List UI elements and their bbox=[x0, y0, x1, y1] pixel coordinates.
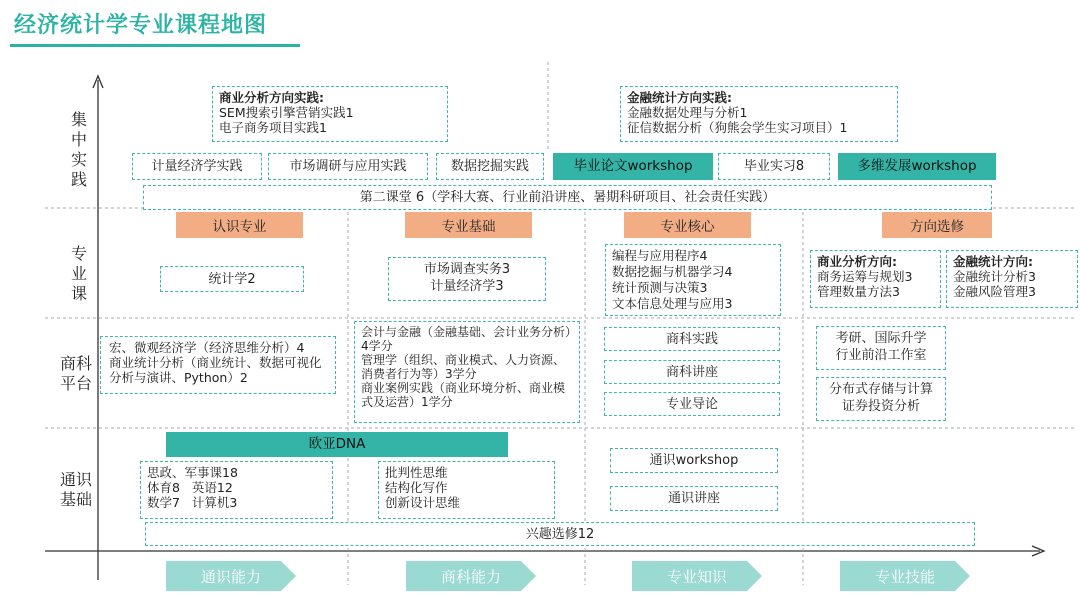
stage-core: 专业核心 bbox=[624, 212, 751, 238]
thesis-workshop: 毕业论文workshop bbox=[553, 153, 713, 180]
ability-skills bbox=[840, 561, 970, 591]
ability-label: 专业知识 bbox=[666, 567, 727, 586]
fin-practice-box: 金融统计方向实践: 金融数据处理与分析1 征信数据分析（狗熊会学生实习项目）1 bbox=[620, 86, 898, 142]
ability-label: 通识能力 bbox=[200, 567, 261, 586]
graduation-internship: 毕业实习8 bbox=[718, 153, 830, 180]
ability-label: 商科能力 bbox=[440, 567, 501, 586]
ability-knowledge bbox=[632, 561, 762, 591]
row-label-major: 专 业 课 bbox=[70, 244, 87, 303]
page-title: 经济统计学专业课程地图 bbox=[14, 13, 268, 38]
row-label-platform: 商科 平台 bbox=[59, 354, 92, 393]
second-classroom: 第二课堂 6（学科大赛、行业前沿讲座、暑期科研项目、社会责任实践） bbox=[143, 185, 992, 210]
row-label-practice: 集 中 实 践 bbox=[70, 110, 87, 189]
data-mining-practice: 数据挖掘实践 bbox=[436, 153, 544, 180]
ability-general bbox=[166, 561, 296, 591]
eurasia-dna-bar: 欧亚DNA bbox=[166, 432, 508, 457]
fin-direction-box: 金融统计方向: 金融统计分析3 金融风险管理3 bbox=[946, 250, 1078, 308]
biz-direction-box: 商业分析方向: 商务运筹与规划3 管理数量方法3 bbox=[810, 250, 941, 308]
statistics-course: 统计学2 bbox=[160, 266, 304, 292]
foundation-courses: 市场调查实务3 计量经济学3 bbox=[388, 257, 546, 301]
econ-stats-box: 宏、微观经济学（经济思维分析）4 商业统计分析（商业统计、数据可视化分析与演讲、Python）2 bbox=[100, 336, 336, 394]
econometrics-practice: 计量经济学实践 bbox=[132, 153, 262, 180]
row-label-general: 通识 基础 bbox=[59, 470, 92, 509]
ability-business bbox=[406, 561, 536, 591]
multi-dev-workshop: 多维发展workshop bbox=[838, 153, 996, 180]
distributed-computing-box: 分布式存储与计算 证券投资分析 bbox=[816, 377, 946, 421]
major-introduction: 专业导论 bbox=[604, 392, 780, 416]
general-courses-box: 思政、军事课18 体育8 英语12 数学7 计算机3 bbox=[140, 461, 333, 519]
stage-understand: 认识专业 bbox=[176, 212, 303, 238]
ability-label: 专业技能 bbox=[874, 567, 935, 586]
business-practice: 商科实践 bbox=[604, 327, 780, 351]
interest-electives: 兴趣选修12 bbox=[145, 522, 975, 546]
general-workshop: 通识workshop bbox=[610, 448, 778, 473]
biz-practice-box: 商业分析方向实践: SEM搜索引擎营销实践1 电子商务项目实践1 bbox=[212, 86, 448, 142]
business-courses-box: 会计与金融（金融基础、会计业务分析）4学分 管理学（组织、商业模式、人力资源、消费者行为等）3学分 商业案例实践（商业环境分析、商业模式及运营）1学分 bbox=[354, 321, 580, 423]
market-research-practice: 市场调研与应用实践 bbox=[268, 153, 428, 180]
graduate-study-box: 考研、国际升学 行业前沿工作室 bbox=[816, 326, 946, 370]
stage-elective: 方向选修 bbox=[882, 212, 992, 238]
core-courses: 编程与应用程序4 数据挖掘与机器学习4 统计预测与决策3 文本信息处理与应用3 bbox=[605, 244, 781, 316]
business-lecture: 商科讲座 bbox=[604, 360, 780, 384]
general-lecture: 通识讲座 bbox=[610, 486, 778, 511]
stage-foundation: 专业基础 bbox=[405, 212, 532, 238]
thinking-skills-box: 批判性思维 结构化写作 创新设计思维 bbox=[378, 461, 555, 519]
